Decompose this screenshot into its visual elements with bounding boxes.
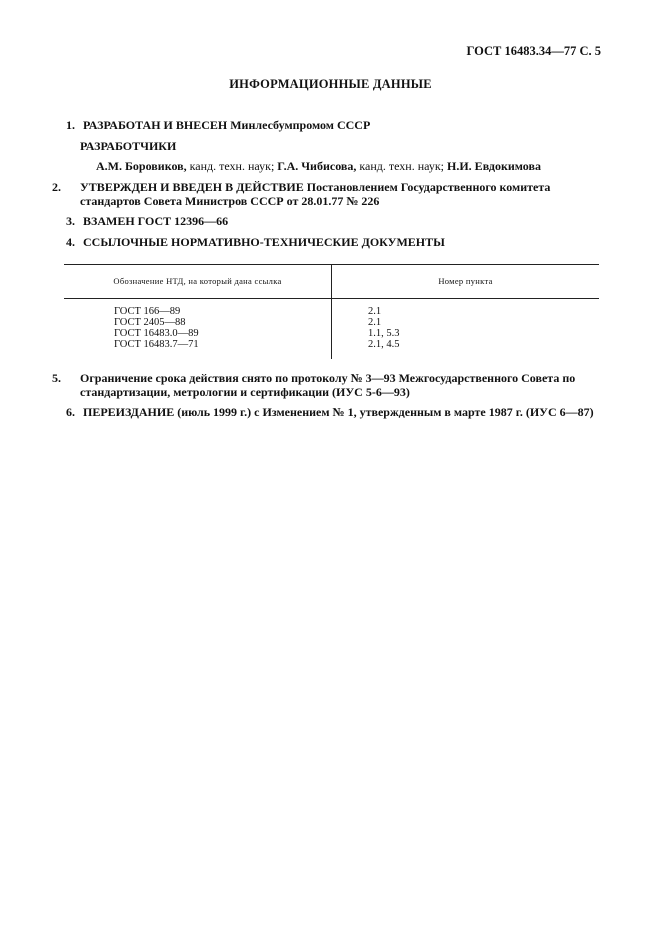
section-1	[66, 118, 602, 132]
section-1-number: 1.	[66, 118, 75, 132]
section-3-text: ВЗАМЕН ГОСТ 12396—66	[83, 214, 229, 228]
table-cell-clause: 1.1, 5.3	[368, 328, 400, 339]
document-title: ИНФОРМАЦИОННЫЕ ДАННЫЕ	[229, 77, 432, 91]
section-5-number: 5.	[52, 371, 61, 385]
section-5	[52, 371, 602, 399]
section-6	[66, 405, 602, 419]
section-2-number: 2.	[52, 180, 61, 194]
section-3-number: 3.	[66, 214, 75, 228]
developer-degree: канд. техн. наук;	[186, 159, 278, 173]
developers-heading: РАЗРАБОТЧИКИ	[80, 139, 177, 153]
table-cell-clause: 2.1	[368, 317, 382, 328]
section-3	[66, 214, 602, 228]
reference-documents-table	[64, 264, 599, 359]
table-cell-clause: 2.1	[368, 306, 382, 317]
developer-name: А.М. Боровиков,	[96, 159, 187, 173]
developer-name: Г.А. Чибисова,	[277, 159, 357, 173]
section-2	[52, 180, 602, 208]
developer-degree: канд. техн. наук;	[356, 159, 448, 173]
table-cell-document: ГОСТ 16483.7—71	[114, 339, 199, 350]
table-cell-clause: 2.1, 4.5	[368, 339, 400, 350]
section-6-text: ПЕРЕИЗДАНИЕ (июль 1999 г.) с Изменением № 1, утвержденным в марте 1987 г. (ИУС 6—87)	[83, 405, 594, 419]
section-1-text: РАЗРАБОТАН И ВНЕСЕН Минлесбумпромом СССР	[83, 118, 371, 132]
section-2-lead: УТВЕРЖДЕН И ВВЕДЕН В ДЕЙСТВИЕ	[80, 180, 304, 194]
section-2-text: Постановлением Государственного комитета стандартов Совета Министров СССР от 28.01.77 № 226	[80, 180, 551, 208]
developer-name: Н.И. Евдокимова	[447, 159, 541, 173]
table-cell-document: ГОСТ 2405—88	[114, 317, 186, 328]
section-4-number: 4.	[66, 235, 75, 249]
table-cell-document: ГОСТ 16483.0—89	[114, 328, 199, 339]
running-header: ГОСТ 16483.34—77 С. 5	[466, 44, 601, 58]
section-5-text: Ограничение срока действия снято по протоколу № 3—93 Межгосударственного Совета по стандартизации, метрологии и сертификации (ИУС 5-6—93)	[80, 371, 576, 399]
section-4	[66, 235, 602, 249]
section-2-paragraph	[52, 180, 602, 208]
section-4-text: ССЫЛОЧНЫЕ НОРМАТИВНО-ТЕХНИЧЕСКИЕ ДОКУМЕНТЫ	[83, 235, 445, 249]
section-5-paragraph	[52, 371, 602, 399]
table-cell-document: ГОСТ 166—89	[114, 306, 181, 317]
table-header-document: Обозначение НТД, на который дана ссылка	[113, 276, 282, 286]
table-header-clause: Номер пункта	[438, 276, 493, 286]
section-6-number: 6.	[66, 405, 75, 419]
developers-list	[96, 159, 541, 174]
